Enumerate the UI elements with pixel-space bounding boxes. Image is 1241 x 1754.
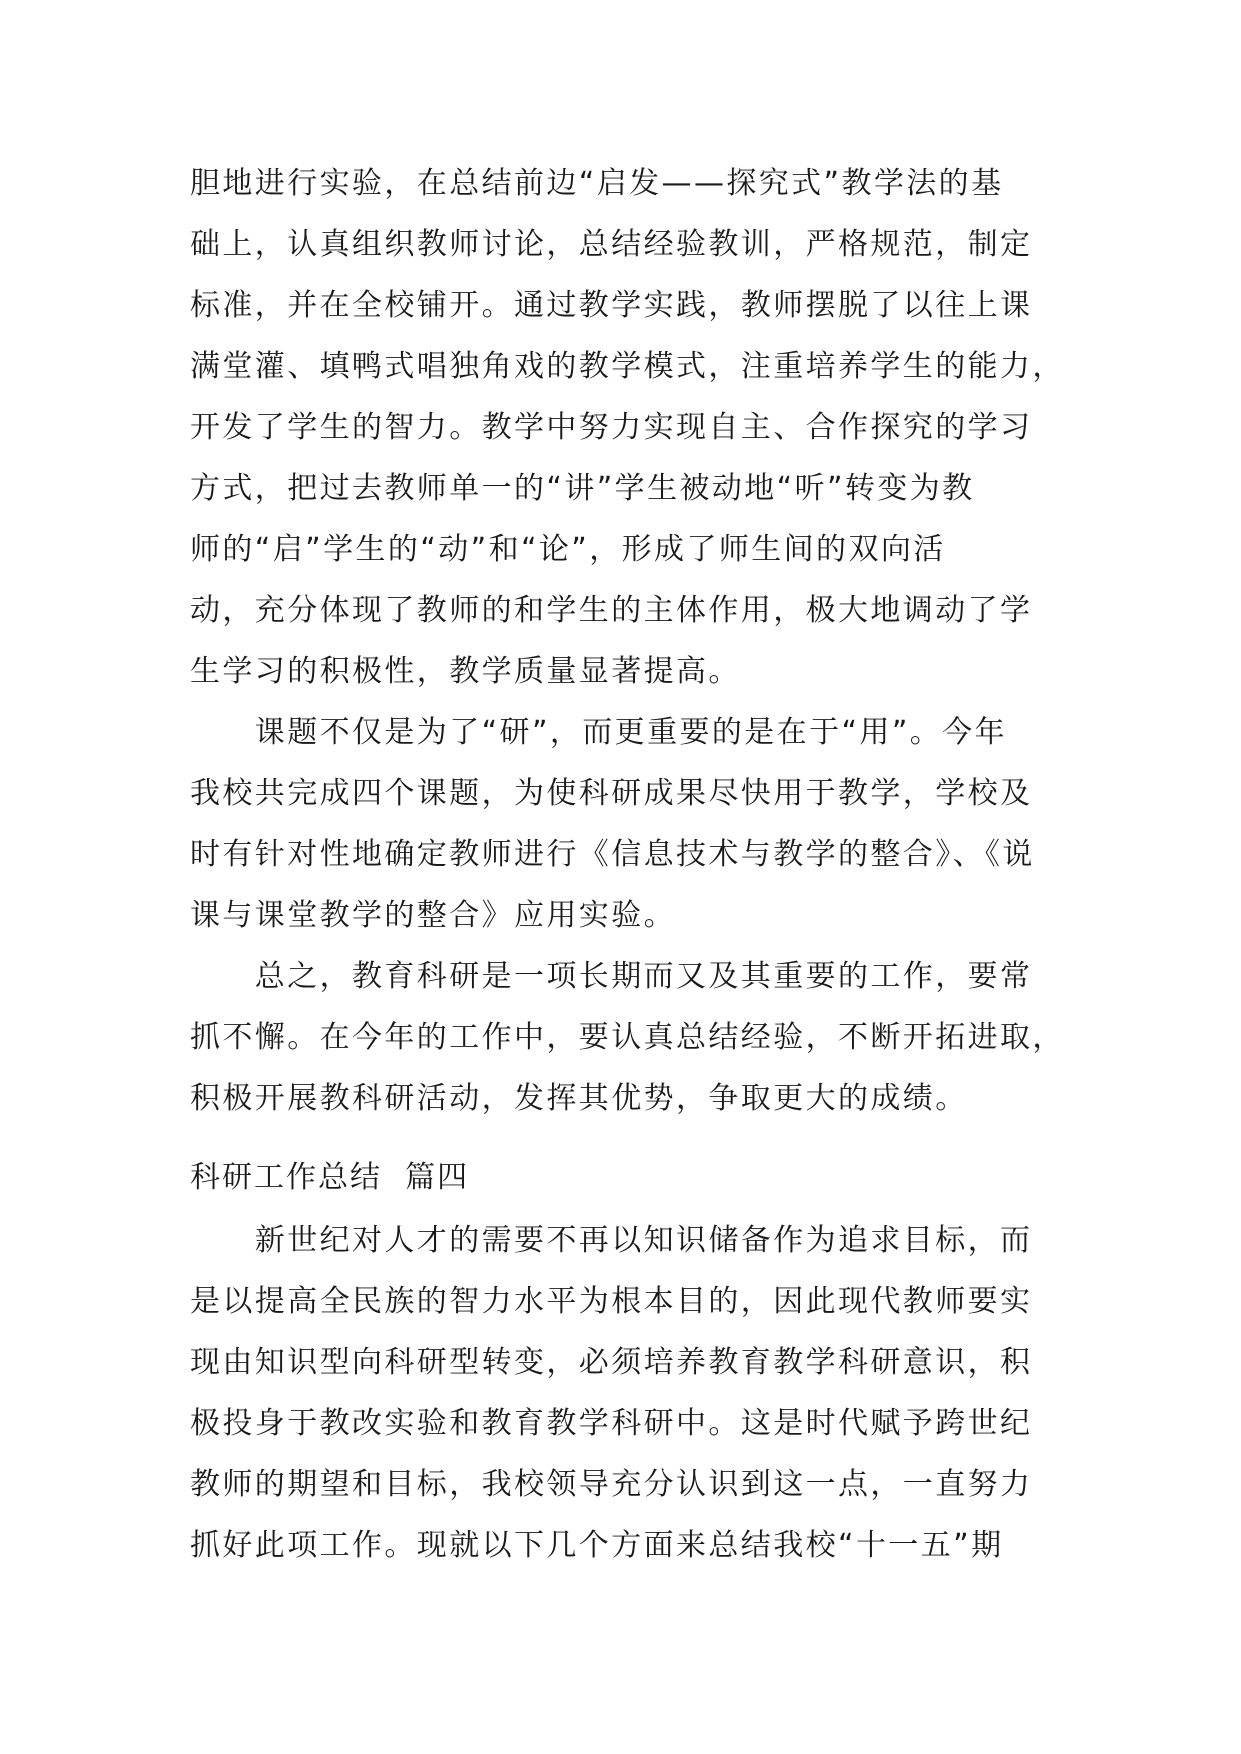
text-line: 是以提高全民族的智力水平为根本目的，因此现代教师要实 bbox=[190, 1284, 1033, 1319]
text-line: 总之，教育科研是一项长期而又及其重要的工作，要常 bbox=[190, 959, 1033, 994]
text-line: 胆地进行实验，在总结前边“启发——探究式”教学法的基 bbox=[190, 166, 1004, 201]
text-line: 础上，认真组织教师讨论，总结经验教训，严格规范，制定 bbox=[190, 227, 1033, 262]
paragraph-intro-continuation bbox=[190, 153, 1065, 702]
text-line: 方式，把过去教师单一的“讲”学生被动地“听”转变为教 bbox=[190, 471, 975, 506]
text-line: 教师的期望和目标，我校领导充分认识到这一点，一直努力 bbox=[190, 1467, 1033, 1502]
text-line: 新世纪对人才的需要不再以知识储备作为追求目标，而 bbox=[190, 1223, 1033, 1258]
section-heading: 科研工作总结 篇四 bbox=[190, 1160, 470, 1195]
text-line: 抓不懈。在今年的工作中，要认真总结经验，不断开拓进取， bbox=[190, 1020, 1065, 1055]
paragraph-research-application bbox=[190, 702, 1052, 946]
text-line: 动，充分体现了教师的和学生的主体作用，极大地调动了学 bbox=[190, 593, 1033, 628]
text-line: 课与课堂教学的整合》应用实验。 bbox=[190, 898, 676, 933]
paragraph-summary bbox=[190, 946, 1065, 1129]
text-line: 标准，并在全校铺开。通过教学实践，教师摆脱了以往上课 bbox=[190, 288, 1033, 323]
paragraph-section-four bbox=[190, 1210, 1052, 1576]
text-line: 师的“启”学生的“动”和“论”，形成了师生间的双向活 bbox=[190, 532, 946, 567]
text-line: 我校共完成四个课题，为使科研成果尽快用于教学，学校及 bbox=[190, 776, 1033, 811]
text-line: 抓好此项工作。现就以下几个方面来总结我校“十一五”期 bbox=[190, 1528, 1004, 1563]
text-line: 时有针对性地确定教师进行《信息技术与教学的整合》、《说 bbox=[190, 837, 1035, 872]
text-line: 现由知识型向科研型转变，必须培养教育教学科研意识，积 bbox=[190, 1345, 1033, 1380]
text-line: 满堂灌、填鸭式唱独角戏的教学模式，注重培养学生的能力， bbox=[190, 349, 1065, 384]
text-line: 课题不仅是为了“研”，而更重要的是在于“用”。今年 bbox=[190, 715, 1007, 750]
text-line: 开发了学生的智力。教学中努力实现自主、合作探究的学习 bbox=[190, 410, 1033, 445]
text-line: 积极开展教科研活动，发挥其优势，争取更大的成绩。 bbox=[190, 1081, 968, 1116]
text-line: 极投身于教改实验和教育教学科研中。这是时代赋予跨世纪 bbox=[190, 1406, 1033, 1441]
text-line: 生学习的积极性，教学质量显著提高。 bbox=[190, 654, 741, 689]
